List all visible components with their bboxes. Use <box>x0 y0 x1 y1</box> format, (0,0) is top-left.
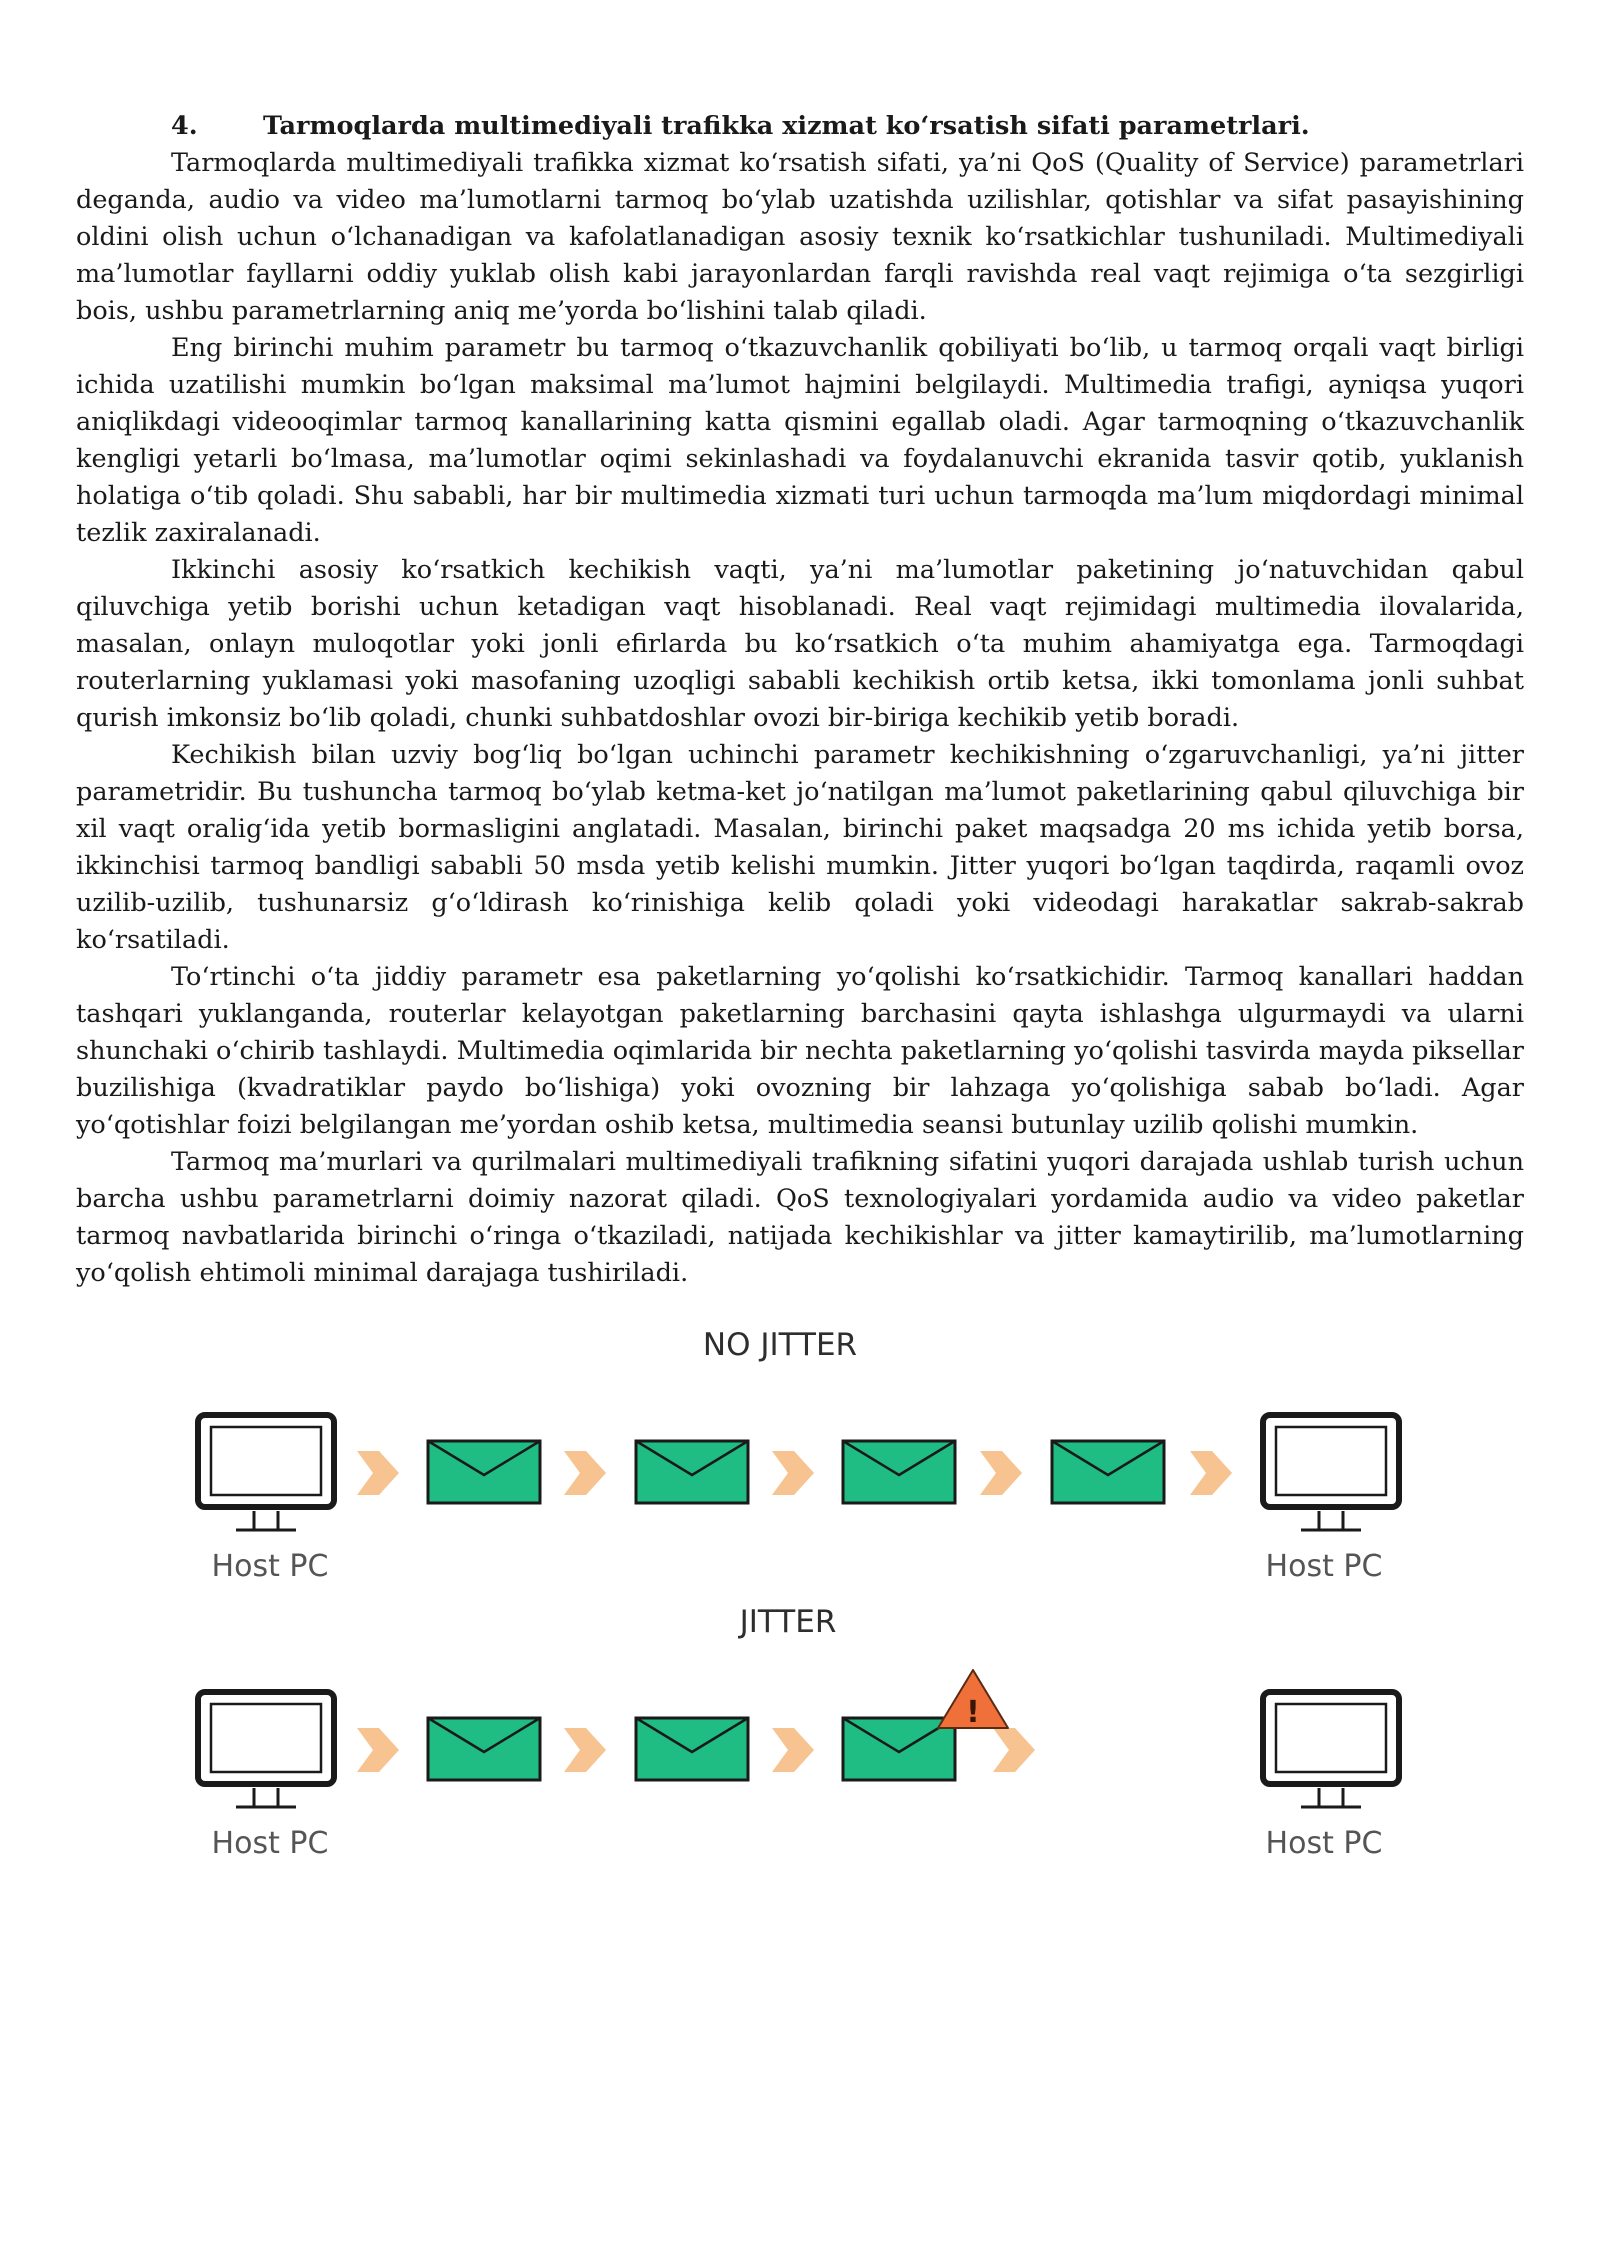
packet-envelope-icon <box>636 1441 748 1503</box>
left-host-monitor-icon <box>198 1692 334 1807</box>
section-heading <box>76 108 1524 145</box>
paragraph-monitoring: Tarmoq ma’murlari va qurilmalari multimediyali trafikning sifatini yuqori darajada ushlab turish uchun barcha ushbu parametrlarni doimiy nazorat qiladi. QoS texnologiyalari yordamida audio va video paketlar tarmoq navbatlarida birinchi o‘ringa o‘tkaziladi, natijada kechikishlar va jitter kamaytirilib, ma’lumotlarning yo‘qolish ehtimoli minimal darajaga tushiriladi. <box>76 1147 1524 1288</box>
jitter-diagram-svg <box>0 1320 1600 1880</box>
right-host-monitor-icon <box>1263 1692 1399 1807</box>
warning-triangle-icon <box>938 1670 1008 1730</box>
no-jitter-title: NO JITTER <box>702 1327 858 1363</box>
packet-envelope-icon <box>843 1441 955 1503</box>
paragraph-latency: Ikkinchi asosiy ko‘rsatkich kechikish vaqti, ya’ni ma’lumotlar paketining jo‘natuvchidan qabul qiluvchiga yetib borishi uchun ketadigan vaqt hisoblanadi. Real vaqt rejimidagi multimedia ilovalarida, masalan, onlayn muloqotlar yoki jonli efirlarda bu ko‘rsatkich o‘ta muhim ahamiyatga ega. Tarmoqdagi routerlarning yuklamasi yoki masofaning uzoqligi sababli kechikish ortib ketsa, ikki tomonlama jonli suhbat qurish imkonsiz bo‘lib qoladi, chunki suhbatdoshlar ovozi bir-biriga kechikib yetib boradi. <box>76 555 1524 733</box>
jitter-title: JITTER <box>739 1604 837 1640</box>
packet-envelope-icon <box>636 1718 748 1780</box>
chevron-right-icon <box>357 1451 399 1495</box>
paragraph-jitter: Kechikish bilan uzviy bog‘liq bo‘lgan uchinchi parametr kechikishning o‘zgaruvchanligi, ya’ni jitter parametridir. Bu tushuncha tarmoq bo‘ylab ketma-ket jo‘natilgan ma’lumot paketlarining qabul qiluvchiga bir xil vaqt oralig‘ida yetib bormasligini anglatadi. Masalan, birinchi paket maqsadga 20 ms ichida yetib borsa, ikkinchisi tarmoq bandligi sababli 50 msda yetib kelishi mumkin. Jitter yuqori bo‘lgan taqdirda, raqamli ovoz uzilib-uzilib, tushunarsiz g‘o‘ldirash ko‘rinishiga kelib qoladi yoki videodagi harakatlar sakrab-sakrab ko‘rsatiladi. <box>76 740 1524 955</box>
chevron-right-icon <box>772 1728 814 1772</box>
section-number: 4. <box>171 111 198 141</box>
left-host-label: Host PC <box>211 1549 329 1584</box>
chevron-right-icon <box>980 1451 1022 1495</box>
document-body <box>76 108 1524 1292</box>
chevron-right-icon <box>993 1728 1035 1772</box>
left-host-label: Host PC <box>211 1826 329 1861</box>
right-host-monitor-icon <box>1263 1415 1399 1530</box>
packet-envelope-icon <box>1052 1441 1164 1503</box>
packet-envelope-icon <box>428 1441 540 1503</box>
paragraph-bandwidth: Eng birinchi muhim parametr bu tarmoq o‘tkazuvchanlik qobiliyati bo‘lib, u tarmoq orqali vaqt birligi ichida uzatilishi mumkin bo‘lgan maksimal ma’lumot hajmini belgilaydi. Multimedia trafigi, ayniqsa yuqori aniqlikdagi videooqimlar tarmoq kanallarining katta qismini egallab oladi. Agar tarmoqning o‘tkazuvchanlik kengligi yetarli bo‘lmasa, ma’lumotlar oqimi sekinlashadi va foydalanuvchi ekranida tasvir qotib, yuklanish holatiga o‘tib qoladi. Shu sababli, har bir multimedia xizmati turi uchun tarmoqda ma’lum miqdordagi minimal tezlik zaxiralanadi. <box>76 333 1524 548</box>
right-host-label: Host PC <box>1265 1549 1383 1584</box>
packet-envelope-icon <box>428 1718 540 1780</box>
chevron-right-icon <box>564 1728 606 1772</box>
right-host-label: Host PC <box>1265 1826 1383 1861</box>
paragraph-qos-intro: Tarmoqlarda multimediyali trafikka xizmat ko‘rsatish sifati, ya’ni QoS (Quality of Service) parametrlari deganda, audio va video ma’lumotlarni tarmoq bo‘ylab uzatishda uzilishlar, qotishlar va sifat pasayishining oldini olish uchun o‘lchanadigan va kafolatlanadigan asosiy texnik ko‘rsatkichlar tushuniladi. Multimediyali ma’lumotlar fayllarni oddiy yuklab olish kabi jarayonlardan farqli ravishda real vaqt rejimiga o‘ta sezgirligi bois, ushbu parametrlarning aniq me’yorda bo‘lishini talab qiladi. <box>76 148 1524 326</box>
paragraph-packet-loss: To‘rtinchi o‘ta jiddiy parametr esa paketlarning yo‘qolishi ko‘rsatkichidir. Tarmoq kanallari haddan tashqari yuklanganda, routerlar kelayotgan paketlarning barchasini qayta ishlashga ulgurmaydi va ularni shunchaki o‘chirib tashlaydi. Multimedia oqimlarida bir nechta paketlarning yo‘qolishi tasvirda mayda piksellar buzilishiga (kvadratiklar paydo bo‘lishiga) yoki ovozning bir lahzaga yo‘qolishiga sabab bo‘ladi. Agar yo‘qotishlar foizi belgilangan me’yordan oshib ketsa, multimedia seansi butunlay uzilib qolishi mumkin. <box>76 962 1524 1140</box>
left-host-monitor-icon <box>198 1415 334 1530</box>
section-title: Tarmoqlarda multimediyali trafikka xizmat ko‘rsatish sifati parametrlari. <box>263 111 1310 141</box>
jitter-diagram <box>0 1320 1600 1880</box>
chevron-right-icon <box>357 1728 399 1772</box>
warning-symbol: ! <box>966 1695 980 1730</box>
chevron-right-icon <box>772 1451 814 1495</box>
chevron-right-icon <box>1190 1451 1232 1495</box>
chevron-right-icon <box>564 1451 606 1495</box>
